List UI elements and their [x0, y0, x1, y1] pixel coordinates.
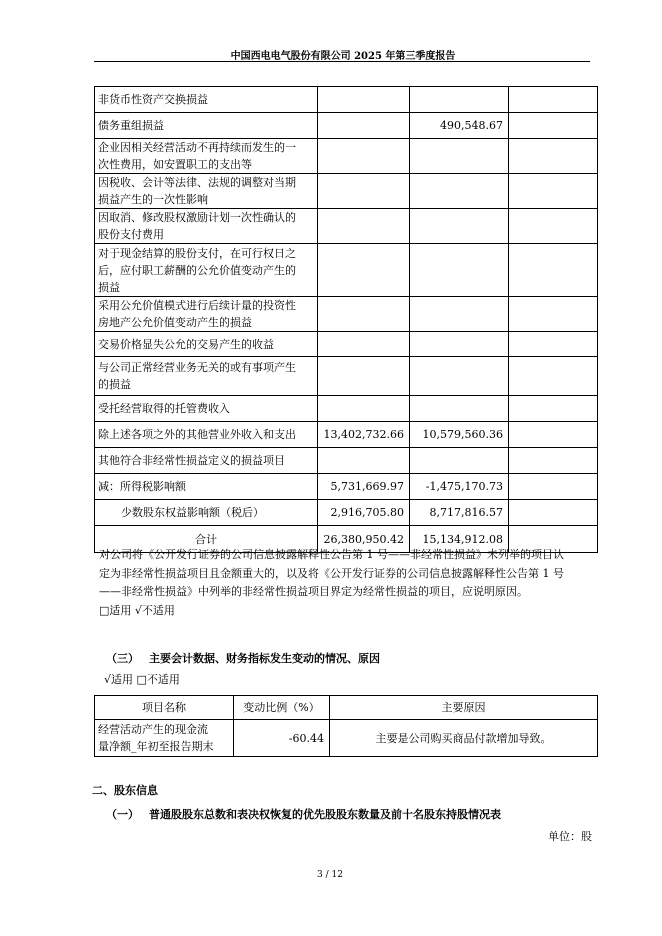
note-cell	[509, 113, 598, 139]
item-name: 对于现金结算的股份支付，在可行权日之 后，应付职工薪酬的公允价值变动产生的 损益	[95, 244, 318, 297]
non-recurring-items-table	[94, 86, 598, 553]
value-cell	[410, 357, 509, 396]
item-name: 除上述各项之外的其他营业外收入和支出	[95, 422, 318, 448]
value-cell	[318, 139, 410, 174]
report-header: 中国西电电气股份有限公司 2025 年第三季度报告	[230, 51, 456, 62]
item-name: 采用公允价值模式进行后续计量的投资性 房地产公允价值变动产生的损益	[95, 297, 318, 332]
item-name: 其他符合非经常性损益定义的损益项目	[95, 448, 318, 474]
applicability-choice: □适用 √不适用	[99, 604, 175, 617]
value-cell	[318, 174, 410, 209]
value-cell	[410, 332, 509, 357]
change-reason-table	[94, 695, 598, 757]
value-cell: 13,402,732.66	[318, 422, 410, 448]
table-row	[95, 139, 598, 174]
item-name: 减：所得税影响额	[95, 474, 318, 500]
value-cell: 8,717,816.57	[410, 500, 509, 526]
header-cell: 主要原因	[330, 696, 598, 720]
table-header	[95, 696, 598, 720]
value-cell	[410, 139, 509, 174]
value-cell	[410, 209, 509, 244]
note-cell	[509, 209, 598, 244]
section-3-heading: （三） 主要会计数据、财务指标发生变动的情况、原因	[106, 652, 380, 665]
value-cell	[410, 396, 509, 422]
table-row	[95, 357, 598, 396]
note-cell	[509, 332, 598, 357]
table-row	[95, 297, 598, 332]
note-cell	[509, 500, 598, 526]
value-cell	[318, 332, 410, 357]
total-label: 合计	[95, 526, 318, 553]
item-name: 因取消、修改股权激励计划一次性确认的 股份支付费用	[95, 209, 318, 244]
table-row	[95, 448, 598, 474]
section-2-heading: 二、股东信息	[92, 784, 158, 797]
change-ratio: -60.44	[234, 720, 330, 757]
item-name: 交易价格显失公允的交易产生的收益	[95, 332, 318, 357]
header-cell: 变动比例（%）	[234, 696, 330, 720]
table-row	[95, 113, 598, 139]
note-cell	[509, 448, 598, 474]
value-cell	[318, 396, 410, 422]
value-cell	[410, 174, 509, 209]
unit-label: 单位：股	[548, 830, 592, 843]
item-name: 经营活动产生的现金流 量净额_年初至报告期末	[95, 720, 234, 757]
table-row	[95, 244, 598, 297]
table-row	[95, 396, 598, 422]
value-cell	[318, 209, 410, 244]
value-cell	[318, 297, 410, 332]
header-divider	[94, 61, 590, 62]
value-cell: 26,380,950.42	[318, 526, 410, 553]
value-cell: 15,134,912.08	[410, 526, 509, 553]
table-row	[95, 422, 598, 448]
table-row	[95, 474, 598, 500]
value-cell: 10,579,560.36	[410, 422, 509, 448]
value-cell: -1,475,170.73	[410, 474, 509, 500]
note-cell	[509, 87, 598, 113]
table-row	[95, 209, 598, 244]
item-name: 少数股东权益影响额（税后）	[95, 500, 318, 526]
page-number: 3 / 12	[317, 870, 343, 880]
item-name: 因税收、会计等法律、法规的调整对当期 损益产生的一次性影响	[95, 174, 318, 209]
value-cell: 490,548.67	[410, 113, 509, 139]
value-cell	[318, 448, 410, 474]
table-row	[95, 174, 598, 209]
explanation-note: 对公司将《公开发行证券的公司信息披露解释性公告第 1 号——非经常性损益》未列举的项目认 定为非经常性损益项目且金额重大的，以及将《公开发行证券的公司信息披露解释性公告第 1 号 ——非经常性损益》中列举的非经常性损益项目界定为经常性损益的项目，应说明原因。	[99, 548, 564, 598]
main-reason: 主要是公司购买商品付款增加导致。	[330, 720, 598, 757]
section-3-applicability: √适用 □不适用	[104, 673, 180, 686]
value-cell	[410, 87, 509, 113]
note-cell	[509, 396, 598, 422]
table-row	[95, 87, 598, 113]
note-cell	[509, 139, 598, 174]
item-name: 与公司正常经营业务无关的或有事项产生 的损益	[95, 357, 318, 396]
note-cell	[509, 244, 598, 297]
value-cell	[318, 113, 410, 139]
item-name: 受托经营取得的托管费收入	[95, 396, 318, 422]
table-row	[95, 500, 598, 526]
note-cell	[509, 357, 598, 396]
value-cell	[410, 448, 509, 474]
table-row	[95, 720, 598, 757]
value-cell: 2,916,705.80	[318, 500, 410, 526]
value-cell	[318, 244, 410, 297]
value-cell: 5,731,669.97	[318, 474, 410, 500]
note-cell	[509, 422, 598, 448]
table-row	[95, 332, 598, 357]
value-cell	[318, 357, 410, 396]
value-cell	[410, 297, 509, 332]
subsection-1-heading: （一） 普通股股东总数和表决权恢复的优先股股东数量及前十名股东持股情况表	[106, 808, 501, 821]
header-cell: 项目名称	[95, 696, 234, 720]
note-cell	[509, 297, 598, 332]
item-name: 非货币性资产交换损益	[95, 87, 318, 113]
value-cell	[410, 244, 509, 297]
item-name: 企业因相关经营活动不再持续而发生的一 次性费用，如安置职工的支出等	[95, 139, 318, 174]
note-cell	[509, 474, 598, 500]
note-cell	[509, 174, 598, 209]
item-name: 债务重组损益	[95, 113, 318, 139]
value-cell	[318, 87, 410, 113]
